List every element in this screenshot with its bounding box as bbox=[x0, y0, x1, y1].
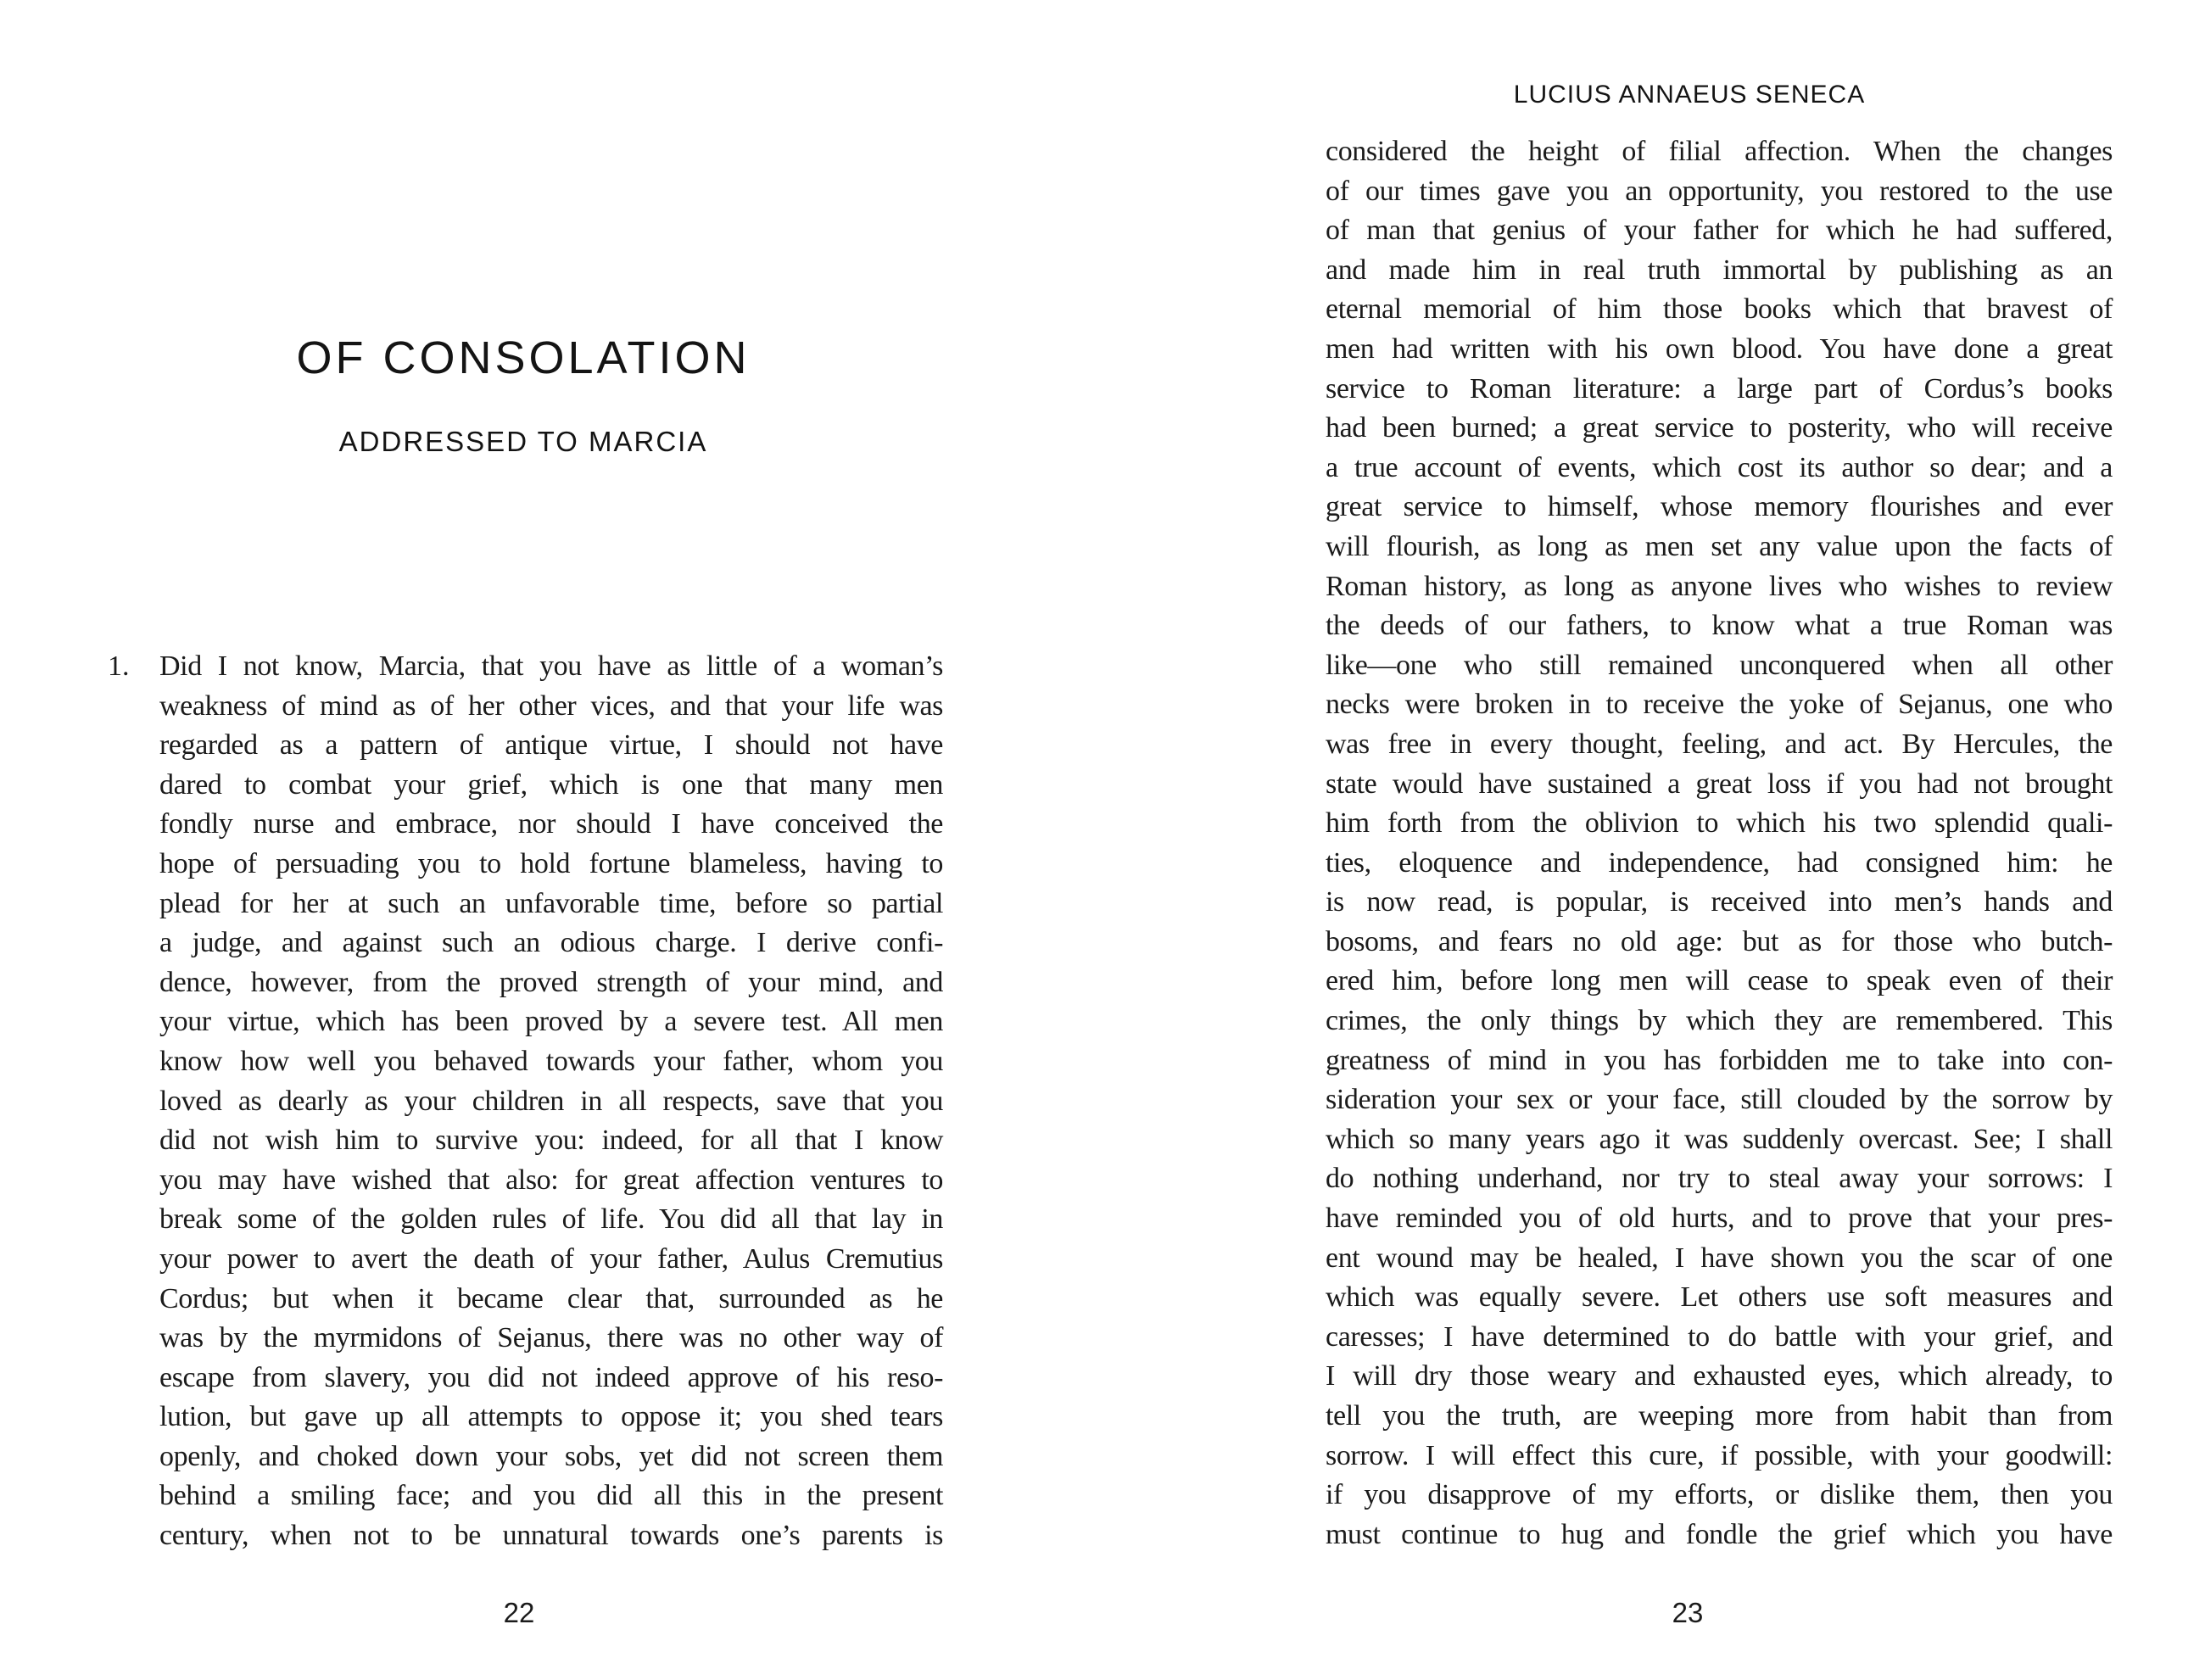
body-line: your power to avert the death of your father, Aulus Cremutius bbox=[159, 1242, 943, 1275]
page-number-left: 22 bbox=[503, 1597, 535, 1628]
body-line: is now read, is popular, is received into men’s hands and bbox=[1326, 886, 2113, 918]
body-line: weakness of mind as of her other vices, and that your life was bbox=[159, 689, 943, 722]
right-page bbox=[1102, 0, 2205, 1680]
body-line: hope of persuading you to hold fortune blameless, having to bbox=[159, 847, 943, 879]
body-line: Cordus; but when it became clear that, surrounded as he bbox=[159, 1282, 943, 1314]
body-line: ered him, before long men will cease to speak even of their bbox=[1326, 965, 2113, 997]
body-line: a true account of events, which cost its author so dear; and a bbox=[1326, 451, 2113, 483]
section-number: 1. bbox=[108, 650, 130, 682]
left-page bbox=[0, 0, 1102, 1680]
body-line: will flourish, as long as men set any value upon the facts of bbox=[1326, 530, 2113, 562]
body-line: the deeds of our fathers, to know what a true Roman was bbox=[1326, 610, 2113, 642]
body-line: openly, and choked down your sobs, yet did not screen them bbox=[159, 1440, 943, 1472]
body-line: state would have sustained a great loss if you had not brought bbox=[1326, 767, 2113, 800]
body-line: necks were broken in to receive the yoke of Sejanus, one who bbox=[1326, 689, 2113, 721]
running-header-author: LUCIUS ANNAEUS SENECA bbox=[1513, 81, 1866, 109]
body-line: escape from slavery, you did not indeed approve of his reso- bbox=[159, 1361, 943, 1393]
body-line: tell you the truth, are weeping more from habit than from bbox=[1326, 1400, 2113, 1432]
body-line: which was equally severe. Let others use soft measures and bbox=[1326, 1281, 2113, 1314]
body-line: have reminded you of old hurts, and to prove that your pres- bbox=[1326, 1203, 2113, 1235]
body-line: lution, but gave up all attempts to oppose it; you shed tears bbox=[159, 1401, 943, 1433]
body-line: service to Roman literature: a large part of Cordus’s books bbox=[1326, 372, 2113, 405]
body-line: considered the height of filial affection. When the changes bbox=[1326, 136, 2113, 167]
body-line: and made him in real truth immortal by publishing as an bbox=[1326, 254, 2113, 286]
body-line: a judge, and against such an odious charge. I derive confi- bbox=[159, 927, 943, 959]
body-line: which so many years ago it was suddenly overcast. See; I shall bbox=[1326, 1123, 2113, 1155]
body-line: eternal memorial of him those books which that bravest of bbox=[1326, 293, 2113, 326]
body-line: ties, eloquence and independence, had consigned him: he bbox=[1326, 846, 2113, 879]
left-page-body-text bbox=[108, 647, 943, 1556]
body-line: him forth from the oblivion to which his two splendid quali- bbox=[1326, 807, 2113, 840]
body-line: greatness of mind in you has forbidden me to take into con- bbox=[1326, 1044, 2113, 1076]
body-line: Did I not know, Marcia, that you have as little of a woman’s bbox=[159, 650, 943, 682]
right-page-body-text bbox=[1326, 132, 2113, 1554]
body-line: bosoms, and fears no old age: but as for those who butch- bbox=[1326, 925, 2113, 957]
body-line: was by the myrmidons of Sejanus, there was no other way of bbox=[159, 1322, 943, 1354]
page-number-right: 23 bbox=[1672, 1597, 1704, 1628]
body-line: dared to combat your grief, which is one that many men bbox=[159, 768, 943, 801]
body-line: fondly nurse and embrace, nor should I have conceived the bbox=[159, 808, 943, 840]
body-line: plead for her at such an unfavorable time, before so partial bbox=[159, 887, 943, 919]
body-line: I will dry those weary and exhausted eyes, which already, to bbox=[1326, 1360, 2113, 1393]
body-line: century, when not to be unnatural towards one’s parents is bbox=[159, 1520, 943, 1552]
body-line: break some of the golden rules of life. You did all that lay in bbox=[159, 1203, 943, 1236]
body-line: Roman history, as long as anyone lives who wishes to review bbox=[1326, 570, 2113, 602]
body-line: know how well you behaved towards your father, whom you bbox=[159, 1045, 943, 1077]
body-line: caresses; I have determined to do battle with your grief, and bbox=[1326, 1320, 2113, 1353]
chapter-title: OF CONSOLATION bbox=[296, 332, 751, 383]
body-line: great service to himself, whose memory flourishes and ever bbox=[1326, 491, 2113, 523]
body-line: men had written with his own blood. You have done a great bbox=[1326, 332, 2113, 365]
body-line: of our times gave you an opportunity, you restored to the use bbox=[1326, 175, 2113, 207]
body-line: do nothing underhand, nor try to steal away your sorrows: I bbox=[1326, 1163, 2113, 1195]
body-line: sorrow. I will effect this cure, if possible, with your goodwill: bbox=[1326, 1439, 2113, 1471]
body-line: crimes, the only things by which they are remembered. This bbox=[1326, 1005, 2113, 1037]
body-line: must continue to hug and fondle the grief which you have bbox=[1326, 1518, 2113, 1550]
body-line: like—one who still remained unconquered when all other bbox=[1326, 649, 2113, 681]
body-line: regarded as a pattern of antique virtue, I should not have bbox=[159, 729, 943, 762]
body-line: if you disapprove of my efforts, or dislike them, then you bbox=[1326, 1479, 2113, 1511]
body-line: was free in every thought, feeling, and act. By Hercules, the bbox=[1326, 728, 2113, 760]
body-line: ent wound may be healed, I have shown you the scar of one bbox=[1326, 1242, 2113, 1274]
body-line: you may have wished that also: for great affection ventures to bbox=[159, 1164, 943, 1196]
body-line: loved as dearly as your children in all respects, save that you bbox=[159, 1085, 943, 1117]
body-line: dence, however, from the proved strength of your mind, and bbox=[159, 966, 943, 998]
body-line: of man that genius of your father for which he had suffered, bbox=[1326, 215, 2113, 247]
body-line: did not wish him to survive you: indeed, for all that I know bbox=[159, 1125, 943, 1157]
body-line: behind a smiling face; and you did all this in the present bbox=[159, 1480, 943, 1512]
body-line: had been burned; a great service to posterity, who will receive bbox=[1326, 412, 2113, 444]
body-line: your virtue, which has been proved by a severe test. All men bbox=[159, 1006, 943, 1038]
chapter-subtitle: ADDRESSED TO MARCIA bbox=[338, 426, 708, 457]
body-line: sideration your sex or your face, still clouded by the sorrow by bbox=[1326, 1084, 2113, 1116]
